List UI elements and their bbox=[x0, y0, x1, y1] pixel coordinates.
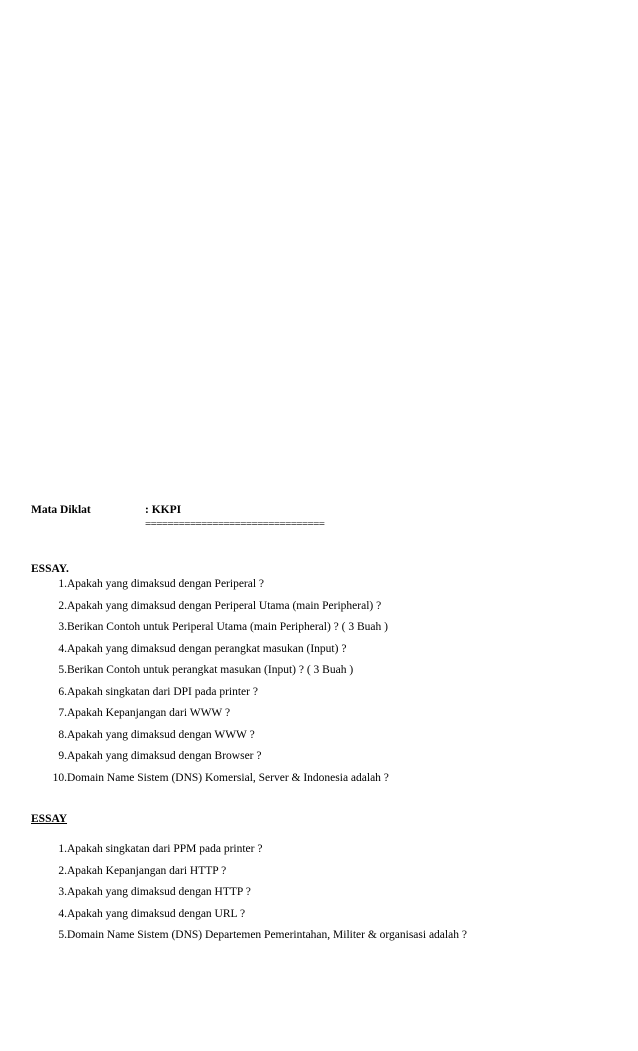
question-number: 5. bbox=[58, 929, 67, 941]
question-number: 10. bbox=[52, 771, 67, 784]
question-number: 3. bbox=[58, 886, 67, 898]
question-number: 4. bbox=[58, 907, 67, 920]
question-item bbox=[31, 768, 389, 790]
question-number: 5. bbox=[58, 664, 67, 676]
question-item bbox=[31, 682, 258, 704]
question-item bbox=[31, 703, 231, 725]
question-text: Apakah yang dimaksud dengan URL ? bbox=[67, 907, 246, 920]
question-number: 2. bbox=[58, 864, 67, 877]
question-number: 8. bbox=[58, 728, 67, 741]
subject-value: : KKPI bbox=[145, 504, 182, 516]
question-text: Apakah yang dimaksud dengan Browser ? bbox=[67, 750, 262, 762]
question-number: 1. bbox=[58, 578, 67, 590]
question-text: Apakah singkatan dari DPI pada printer ? bbox=[67, 685, 258, 698]
question-item bbox=[31, 839, 263, 861]
question-text: Apakah Kepanjangan dari HTTP ? bbox=[67, 864, 227, 877]
question-text: Berikan Contoh untuk perangkat masukan (Input) ? ( 3 Buah ) bbox=[67, 664, 354, 676]
question-item bbox=[31, 882, 251, 904]
section1-heading: ESSAY. bbox=[31, 563, 69, 575]
question-text: Apakah singkatan dari PPM pada printer ? bbox=[67, 843, 263, 855]
question-item bbox=[31, 660, 354, 682]
question-item bbox=[31, 904, 246, 926]
question-text: Domain Name Sistem (DNS) Komersial, Server & Indonesia adalah ? bbox=[67, 771, 389, 784]
question-item bbox=[31, 925, 467, 947]
question-text: Apakah yang dimaksud dengan Periperal ? bbox=[67, 578, 265, 590]
question-number: 3. bbox=[58, 621, 67, 633]
question-item bbox=[31, 574, 265, 596]
section2-heading: ESSAY bbox=[31, 813, 68, 825]
question-number: 2. bbox=[58, 599, 67, 612]
question-number: 6. bbox=[58, 685, 67, 698]
subject-label: Mata Diklat bbox=[31, 504, 91, 516]
question-item bbox=[31, 861, 227, 883]
header-rule: ================================ bbox=[145, 518, 325, 530]
question-text: Apakah yang dimaksud dengan HTTP ? bbox=[67, 886, 251, 898]
question-number: 4. bbox=[58, 642, 67, 655]
question-text: Apakah Kepanjangan dari WWW ? bbox=[67, 707, 231, 719]
question-number: 7. bbox=[58, 707, 67, 719]
question-item bbox=[31, 746, 262, 768]
question-item bbox=[31, 617, 388, 639]
question-item bbox=[31, 596, 382, 618]
section2-question-list bbox=[31, 839, 467, 947]
question-text: Berikan Contoh untuk Periperal Utama (main Peripheral) ? ( 3 Buah ) bbox=[67, 621, 388, 633]
question-text: Apakah yang dimaksud dengan WWW ? bbox=[67, 728, 255, 741]
question-item bbox=[31, 639, 347, 661]
question-text: Apakah yang dimaksud dengan Periperal Utama (main Peripheral) ? bbox=[67, 599, 382, 612]
question-item bbox=[31, 725, 255, 747]
question-text: Apakah yang dimaksud dengan perangkat masukan (Input) ? bbox=[67, 642, 347, 655]
question-number: 1. bbox=[58, 843, 67, 855]
question-text: Domain Name Sistem (DNS) Departemen Pemerintahan, Militer & organisasi adalah ? bbox=[67, 929, 467, 941]
question-number: 9. bbox=[58, 750, 67, 762]
section1-question-list bbox=[31, 574, 389, 789]
